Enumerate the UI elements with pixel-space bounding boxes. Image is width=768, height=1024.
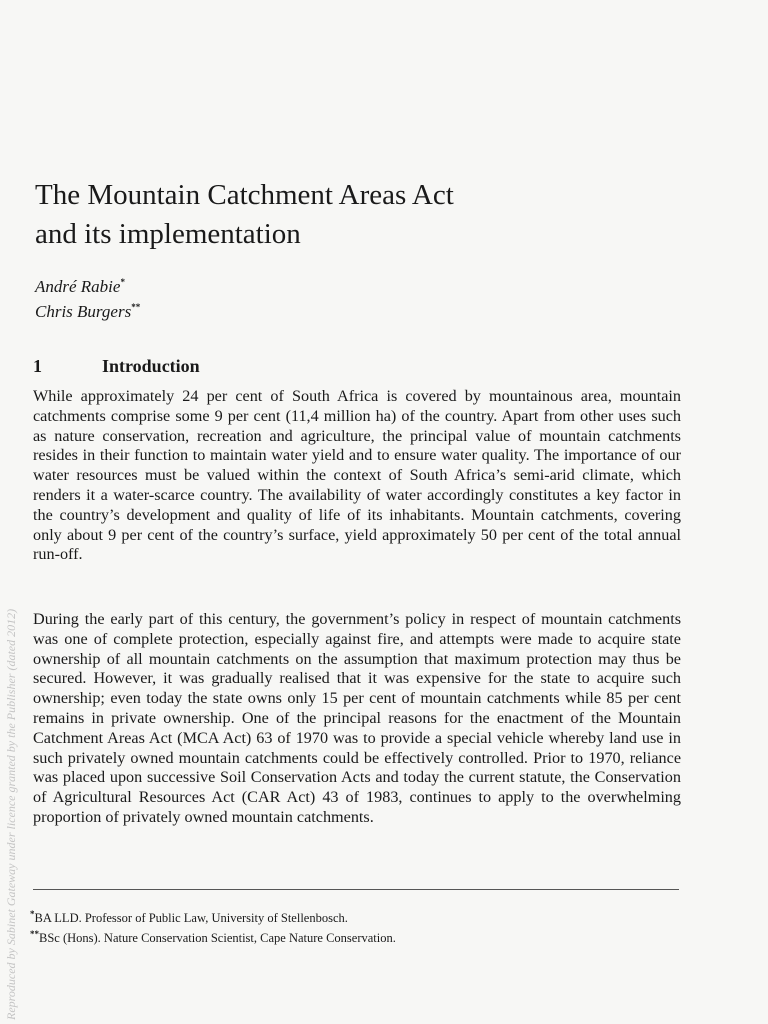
author-list	[35, 272, 140, 322]
author-name: André Rabie	[35, 277, 121, 296]
footnotes	[30, 906, 396, 946]
author-1	[35, 272, 140, 297]
body-paragraph-2: During the early part of this century, the government’s policy in respect of mountain catchments was one of complete protection, especially against fire, and attempts were made to acquire state ownership of all mountain catchments on the assumption that maximum protection may thus be secured. However, it was gradually realised that it was expensive for the state to acquire such ownership; even today the state owns only 15 per cent of mountain catchments while 85 per cent remains in private ownership. One of the principal reasons for the enactment of the Mountain Catchment Areas Act (MCA Act) 63 of 1970 was to provide a special vehicle whereby land use in such privately owned mountain catchments could be effectively controlled. Prior to 1970, reliance was placed upon successive Soil Conservation Acts and today the current statute, the Conservation of Agricultural Resources Act (CAR Act) 43 of 1983, continues to apply to the overwhelming proportion of privately owned mountain catchments.	[33, 610, 681, 826]
section-title: Introduction	[102, 356, 200, 376]
footnote-1	[30, 906, 396, 926]
title-line-2: and its implementation	[35, 218, 301, 250]
section-heading	[33, 356, 200, 377]
section-number: 1	[33, 356, 42, 376]
footnote-mark: **	[30, 929, 39, 939]
author-name: Chris Burgers	[35, 302, 132, 321]
title-line-1: The Mountain Catchment Areas Act	[35, 179, 454, 211]
author-footnote-mark: **	[131, 302, 141, 312]
footnote-mark: *	[30, 909, 35, 919]
article-title	[35, 176, 735, 254]
author-2	[35, 297, 140, 322]
footnote-2	[30, 926, 396, 946]
publisher-watermark: Reproduced by Sabinet Gateway under licence granted by the Publisher (dated 2012)	[4, 608, 18, 1020]
body-paragraph-1: While approximately 24 per cent of South Africa is covered by mountainous area, mountain catchments comprise some 9 per cent (11,4 million ha) of the country. Apart from other uses such as nature conservation, recreation and agriculture, the principal value of mountain catchments resides in their function to maintain water yield and to ensure water quality. The importance of our water resources must be valued within the context of South Africa’s semi-arid climate, which renders it a water-scarce country. The availability of water accordingly constitutes a key factor in the country’s development and quality of life of its inhabitants. Mountain catchments, covering only about 9 per cent of the country’s surface, yield approximately 50 per cent of the total annual run-off.	[33, 387, 681, 564]
author-footnote-mark: *	[120, 277, 125, 287]
footnote-text: BA LLD. Professor of Public Law, University of Stellenbosch.	[34, 911, 348, 925]
footnote-text: BSc (Hons). Nature Conservation Scientist, Cape Nature Conservation.	[39, 931, 396, 945]
footnote-divider	[33, 889, 679, 890]
